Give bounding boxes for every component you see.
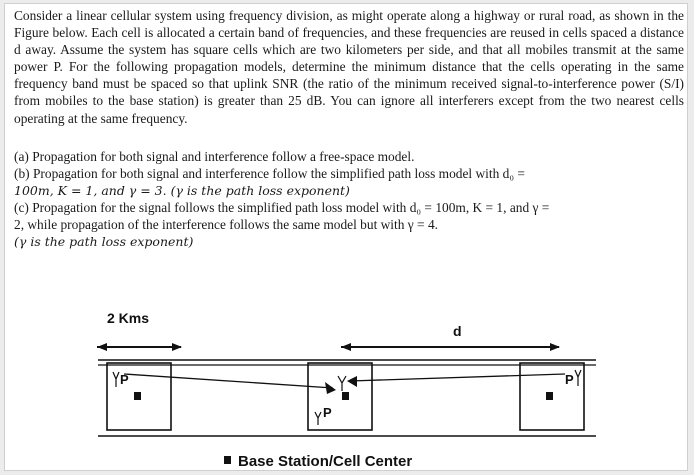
part-b-line1: (b) Propagation for both signal and interference follow the simplified path loss model with d₀ = xyxy=(14,165,525,181)
base-station-right xyxy=(546,392,553,400)
interference-arrowhead-left xyxy=(325,382,336,394)
base-station-center xyxy=(342,392,349,400)
legend-label: Base Station/Cell Center xyxy=(238,453,413,470)
mobile-right-label: P xyxy=(565,372,574,387)
reuse-distance-label: d xyxy=(453,323,462,339)
part-c-line2: 2, while propagation of the interference follows the same model but with γ = 4. xyxy=(14,217,439,233)
cell-size-label: 2 Kms xyxy=(107,310,150,326)
part-a: (a) Propagation for both signal and interference follow a free-space model. xyxy=(14,148,415,164)
mobile-right-icon xyxy=(575,370,581,386)
problem-card xyxy=(4,3,688,471)
interference-path-right xyxy=(350,374,565,381)
part-b-formula: 100m, K = 1, and γ = 3. (γ is the path loss exponent) xyxy=(14,182,350,198)
interference-path-left xyxy=(124,374,333,388)
cellular-figure xyxy=(5,4,689,472)
mobile-left-label: P xyxy=(120,372,129,387)
base-station-left xyxy=(134,392,141,400)
part-c-line1: (c) Propagation for the signal follows the simplified path loss model with d₀ = 100m, K = 1, and γ = xyxy=(14,199,550,215)
interference-arrowhead-right xyxy=(347,376,357,387)
mobile-left-icon xyxy=(113,372,119,387)
legend-base-station-icon xyxy=(224,456,231,464)
part-c-note: (γ is the path loss exponent) xyxy=(14,234,194,250)
problem-paragraph: Consider a linear cellular system using frequency division, as might operate along a highway or rural road, as shown in the Figure below. Each cell is allocated a certain band of frequencies, and these frequencies are reused in cells spaced a distance d away. Assume the system has square cells which are two kilometers per side, and that all mobiles transmit at the same power P. For the following propagation models, determine the minimum distance that the cells operating in the same frequency band must be spaced so that uplink SNR (the ratio of the minimum received signal-to-interference power (S/I) from mobiles to the base station) is greater than 25 dB. You can ignore all interferers except from the two nearest cells operating at the same frequency. xyxy=(14,8,684,126)
mobile-center-label: P xyxy=(323,405,332,420)
